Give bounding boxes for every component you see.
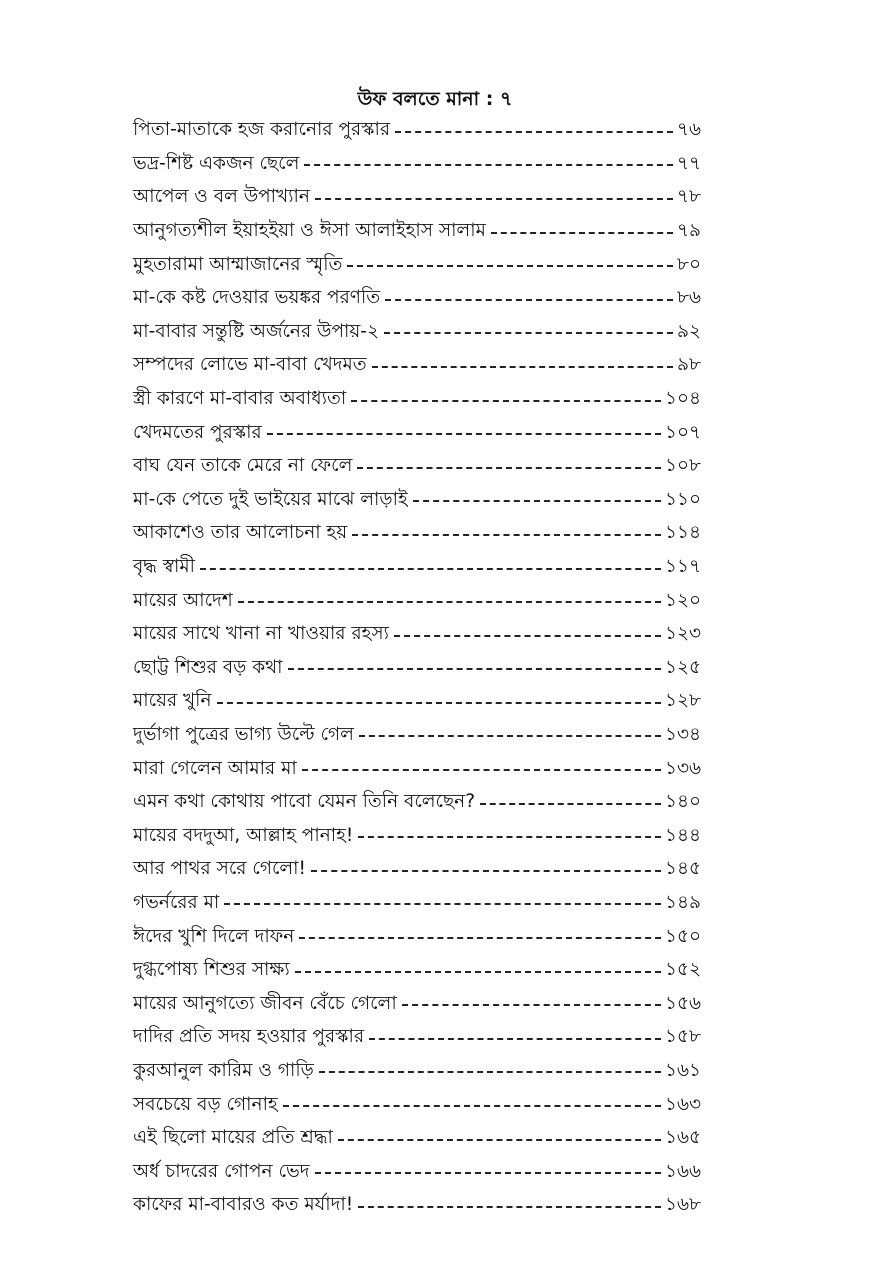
toc-entry-page-number: ৮৬ [676, 287, 701, 309]
toc-entry-page-number: ১৬৫ [664, 1127, 701, 1149]
toc-entry-title: মা-কে কষ্ট দেওয়ার ভয়ঙ্কর পরণতি [133, 287, 381, 309]
toc-leader-line [480, 803, 661, 805]
toc-entry-page-number: ১৬৩ [664, 1093, 701, 1115]
toc-entry-title: মারা গেলেন আমার মা [133, 757, 297, 779]
toc-entry-title: এই ছিলো মায়ের প্রতি শ্রদ্ধা [133, 1127, 333, 1149]
toc-entry-page-number: ১৪৫ [664, 858, 701, 880]
toc-entry [133, 484, 701, 518]
toc-leader-line [217, 702, 661, 704]
toc-entry [133, 248, 701, 282]
toc-entry-page-number: ১৩৬ [664, 757, 701, 779]
toc-leader-line [288, 668, 661, 670]
toc-entry [133, 786, 701, 820]
toc-entry-title: আনুগত্যশীল ইয়াহইয়া ও ঈসা আলাইহাস সালাম [133, 220, 486, 242]
toc-leader-line [238, 601, 661, 603]
toc-entry [133, 383, 701, 417]
toc-entry-page-number: ১৪০ [664, 791, 701, 813]
toc-leader-line [299, 937, 661, 939]
toc-entry-page-number: ১৫০ [664, 925, 701, 947]
toc-entry [133, 1021, 701, 1055]
toc-entry-page-number: ১৫৬ [664, 992, 701, 1014]
toc-entry-page-number: ১৫২ [664, 959, 701, 981]
toc-entry-title: মায়ের সাথে খানা না খাওয়ার রহস্য [133, 623, 389, 645]
toc-leader-line [358, 836, 661, 838]
toc-entry-title: বাঘ যেন তাকে মেরে না ফেলে [133, 455, 353, 477]
toc-leader-line [338, 1139, 661, 1141]
toc-entry-title: কাফের মা-বাবারও কত মর্যাদা! [133, 1194, 354, 1216]
running-header: উফ বলতে মানা : ৭ [357, 88, 513, 110]
toc-entry [133, 887, 701, 921]
toc-leader-line [311, 870, 661, 872]
toc-entry-title: অর্ধ চাদরের গোপন ভেদ [133, 1160, 310, 1182]
toc-entry-page-number: ১৩৪ [664, 723, 701, 745]
toc-leader-line [395, 131, 673, 133]
toc-entry-title: বৃদ্ধ স্বামী [133, 556, 195, 578]
toc-leader-line [385, 299, 673, 301]
toc-leader-line [359, 735, 661, 737]
toc-entry-page-number: ৭৯ [676, 220, 701, 242]
toc-entry-title: দুর্ভাগা পুত্রের ভাগ্য উল্টে গেল [133, 723, 354, 745]
toc-entry [133, 1189, 701, 1223]
toc-entry [133, 954, 701, 988]
toc-entry [133, 819, 701, 853]
toc-entry [133, 316, 701, 350]
toc-entry [133, 148, 701, 182]
toc-entry-page-number: ১০৪ [664, 388, 701, 410]
table-of-contents [133, 114, 701, 1223]
toc-entry-page-number: ১১৪ [664, 522, 701, 544]
toc-entry-title: কুরআনুল কারিম ও গাড়ি [133, 1059, 314, 1081]
toc-leader-line [302, 769, 661, 771]
toc-leader-line [402, 1004, 661, 1006]
toc-entry-page-number: ১৪৪ [664, 824, 701, 846]
toc-entry [133, 551, 701, 585]
toc-entry-title: মায়ের আনুগত্যে জীবন বেঁচে গেলো [133, 992, 397, 1014]
toc-leader-line [304, 164, 673, 166]
toc-entry-title: মা-কে পেতে দুই ভাইয়ের মাঝে লাড়াই [133, 488, 408, 510]
toc-leader-line [319, 1071, 661, 1073]
toc-entry [133, 1088, 701, 1122]
toc-entry-page-number: ৮০ [676, 253, 701, 275]
toc-leader-line [352, 534, 661, 536]
toc-entry-title: সম্পদের লোভে মা-বাবা খেদমত [133, 354, 367, 376]
toc-entry [133, 181, 701, 215]
toc-entry-page-number: ১২০ [664, 589, 701, 611]
toc-entry [133, 450, 701, 484]
toc-entry [133, 987, 701, 1021]
toc-entry [133, 652, 701, 686]
toc-leader-line [351, 400, 661, 402]
toc-leader-line [267, 433, 661, 435]
toc-entry-title: ঈদের খুশি দিলে দাফন [133, 925, 295, 947]
toc-entry [133, 215, 701, 249]
toc-leader-line [295, 971, 661, 973]
toc-entry-page-number: ১৬১ [664, 1059, 701, 1081]
toc-leader-line [491, 232, 673, 234]
toc-entry [133, 752, 701, 786]
toc-entry-title: মা-বাবার সন্তুষ্টি অর্জনের উপায়-২ [133, 320, 379, 342]
toc-entry-page-number: ১৫৮ [664, 1026, 701, 1048]
toc-leader-line [369, 1038, 661, 1040]
toc-leader-line [394, 635, 661, 637]
toc-entry-page-number: ৯২ [676, 320, 701, 342]
toc-leader-line [283, 1105, 661, 1107]
toc-entry-title: মায়ের খুনি [133, 690, 212, 712]
toc-leader-line [315, 198, 673, 200]
toc-entry-title: দুগ্ধপোষ্য শিশুর সাক্ষ্য [133, 959, 290, 981]
toc-entry-page-number: ৯৮ [676, 354, 701, 376]
toc-entry-page-number: ১৪৯ [664, 891, 701, 913]
toc-entry-page-number: ১৬৬ [664, 1160, 701, 1182]
toc-entry-page-number: ৭৭ [676, 152, 701, 174]
toc-entry [133, 618, 701, 652]
toc-entry-title: আপেল ও বল উপাখ্যান [133, 186, 310, 208]
toc-entry [133, 719, 701, 753]
toc-entry-title: মুহতারামা আম্মাজানের স্মৃতি [133, 253, 343, 275]
toc-entry-page-number: ১৬৮ [664, 1194, 701, 1216]
toc-entry [133, 685, 701, 719]
toc-entry-title: ছোট্ট শিশুর বড় কথা [133, 656, 283, 678]
toc-entry [133, 349, 701, 383]
toc-entry-title: খেদমতের পুরস্কার [133, 421, 262, 443]
toc-entry-title: গভর্নরের মা [133, 891, 220, 913]
toc-entry-page-number: ৭৬ [676, 119, 701, 141]
toc-entry-page-number: ৭৮ [676, 186, 701, 208]
toc-entry-page-number: ১২৮ [664, 690, 701, 712]
toc-entry-title: মায়ের আদেশ [133, 589, 233, 611]
toc-entry-page-number: ১০৭ [664, 421, 701, 443]
toc-leader-line [347, 265, 673, 267]
toc-entry [133, 282, 701, 316]
toc-entry [133, 1155, 701, 1189]
toc-leader-line [413, 500, 661, 502]
toc-leader-line [224, 903, 661, 905]
toc-entry-page-number: ১২৫ [664, 656, 701, 678]
toc-entry-title: ভদ্র-শিষ্ট একজন ছেলে [133, 152, 300, 174]
toc-entry-title: আর পাথর সরে গেলো! [133, 858, 306, 880]
toc-entry [133, 517, 701, 551]
toc-entry-title: মায়ের বদদুআ, আল্লাহ পানাহ! [133, 824, 354, 846]
toc-entry-page-number: ১১৭ [664, 556, 701, 578]
toc-entry-page-number: ১১০ [664, 488, 701, 510]
toc-entry-title: এমন কথা কোথায় পাবো যেমন তিনি বলেছেন? [133, 791, 476, 813]
toc-leader-line [200, 568, 661, 570]
toc-entry-title: সবচেয়ে বড় গোনাহ [133, 1093, 278, 1115]
toc-leader-line [358, 1206, 661, 1208]
toc-entry-title: স্ত্রী কারণে মা-বাবার অবাধ্যতা [133, 388, 347, 410]
toc-entry [133, 416, 701, 450]
toc-entry-title: দাদির প্রতি সদয় হওয়ার পুরস্কার [133, 1026, 364, 1048]
toc-leader-line [384, 332, 673, 334]
toc-leader-line [357, 467, 661, 469]
toc-entry [133, 1055, 701, 1089]
toc-entry [133, 584, 701, 618]
toc-leader-line [372, 366, 673, 368]
toc-entry [133, 920, 701, 954]
toc-entry [133, 1122, 701, 1156]
toc-entry [133, 853, 701, 887]
toc-leader-line [315, 1172, 661, 1174]
toc-entry-title: পিতা-মাতাকে হজ করানোর পুরস্কার [133, 119, 391, 141]
toc-entry-title: আকাশেও তার আলোচনা হয় [133, 522, 348, 544]
toc-entry-page-number: ১০৮ [664, 455, 701, 477]
toc-entry [133, 114, 701, 148]
toc-entry-page-number: ১২৩ [664, 623, 701, 645]
